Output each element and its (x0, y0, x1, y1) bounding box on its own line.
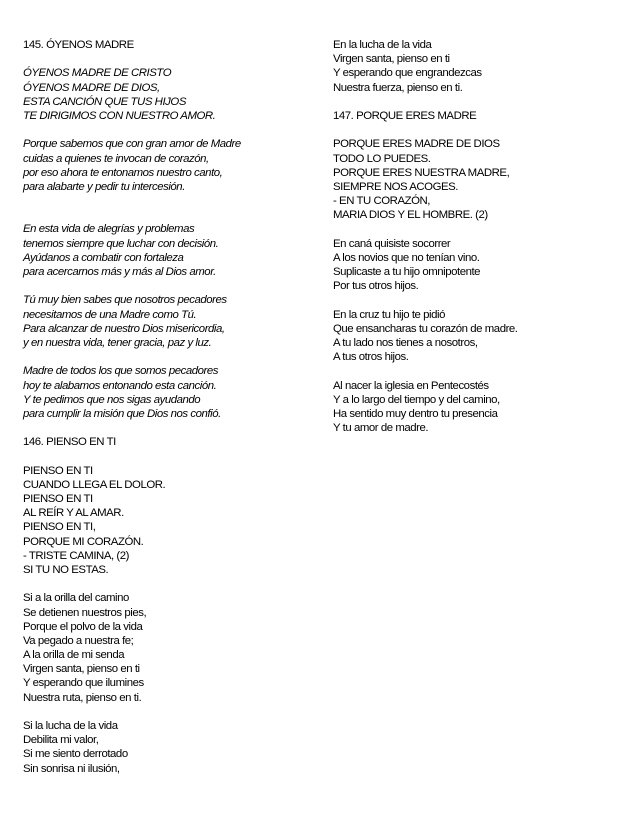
refrain-line: PORQUE MI CORAZÓN. (23, 535, 144, 548)
song-title-145: 145. ÓYENOS MADRE (23, 39, 134, 51)
verse-line: Se detienen nuestros pies, (23, 606, 147, 619)
refrain-line: MARIA DIOS Y EL HOMBRE. (2) (333, 209, 488, 222)
refrain-line: AL REÍR Y AL AMAR. (23, 507, 124, 520)
verse-line: para alabarte y pedir tu intercesión. (23, 180, 185, 193)
verse-line: Suplicaste a tu hijo omnipotente (333, 266, 481, 278)
verse-line: Debilita mi valor, (23, 734, 99, 747)
verse-line: Y te pedimos que nos sigas ayudando (23, 393, 201, 406)
refrain-line: PORQUE ERES MADRE DE DIOS (333, 138, 500, 151)
refrain-line: SI TU NO ESTAS. (23, 563, 109, 576)
song-title-147: 147. PORQUE ERES MADRE (333, 109, 477, 122)
refrain-line: SIEMPRE NOS ACOGES. (333, 180, 459, 193)
verse-line: tenemos siempre que luchar con decisión. (23, 237, 219, 250)
verse-line: Porque el polvo de la vida (23, 620, 143, 633)
verse-line: Y tu amor de madre. (333, 422, 429, 435)
verse-line: para cumplir la misión que Dios nos confió. (23, 407, 221, 420)
verse-line: A la orilla de mi senda (23, 649, 125, 662)
verse-line: Va pegado a nuestra fe; (23, 634, 134, 647)
refrain-line: PORQUE ERES NUESTRA MADRE, (333, 166, 510, 179)
refrain-line: CUANDO LLEGA EL DOLOR. (23, 478, 166, 491)
verse-line: En la lucha de la vida (333, 39, 432, 51)
verse-line: Y esperando que ilumines (23, 677, 144, 690)
verse-line: Virgen santa, pienso en ti (23, 663, 140, 676)
verse-line: para acercarnos más y más al Dios amor. (23, 266, 216, 279)
refrain-line: - TRISTE CAMINA, (2) (23, 549, 129, 562)
verse-line: Si me siento derrotado (23, 748, 128, 761)
right-column (333, 38, 623, 435)
verse-line: Por tus otros hijos. (333, 280, 419, 293)
refrain-line: TODO LO PUEDES. (333, 152, 431, 165)
refrain-line: PIENSO EN TI (23, 464, 93, 477)
refrain-line: PIENSO EN TI, (23, 521, 96, 534)
verse-line: A los novios que no tenían vino. (333, 251, 480, 264)
refrain-line: ÓYENOS MADRE DE CRISTO (23, 67, 172, 80)
verse-line: Nuestra fuerza, pienso en ti. (333, 81, 463, 94)
verse-line: Ayúdanos a combatir con fortaleza (23, 251, 184, 264)
verse-line: A tu lado nos tienes a nosotros, (333, 336, 478, 349)
verse-line: A tus otros hijos. (333, 351, 409, 364)
song-title-146: 146. PIENSO EN TI (23, 436, 116, 449)
verse-line: por eso ahora te entonamos nuestro canto, (23, 166, 223, 179)
refrain-line: - EN TU CORAZÓN, (333, 195, 431, 208)
verse-line: Sin sonrisa ni ilusión, (23, 762, 120, 775)
verse-line: Virgen santa, pienso en ti (333, 53, 450, 66)
verse-line: Ha sentido muy dentro tu presencia (333, 407, 498, 420)
verse-line: Si la lucha de la vida (23, 720, 118, 733)
verse-line: En caná quisiste socorrer (333, 237, 451, 250)
refrain-line: TE DIRIGIMOS CON NUESTRO AMOR. (23, 109, 216, 122)
verse-line: Y esperando que engrandezcas (333, 67, 482, 80)
verse-line: Para alcanzar de nuestro Dios misericordia, (23, 322, 225, 335)
left-column (23, 38, 313, 776)
verse-line: necesitamos de una Madre como Tú. (23, 308, 197, 321)
verse-line: hoy te alabamos entonando esta canción. (23, 379, 217, 392)
verse-line: Nuestra ruta, pienso en ti. (23, 691, 142, 704)
verse-line: Y a lo largo del tiempo y del camino, (333, 393, 500, 406)
refrain-line: ÓYENOS MADRE DE DIOS, (23, 81, 160, 94)
verse-line: y en nuestra vida, tener gracia, paz y luz. (23, 336, 212, 349)
refrain-line: ESTA CANCIÓN QUE TUS HIJOS (23, 95, 186, 108)
verse-line: En la cruz tu hijo te pidió (333, 308, 445, 321)
verse-line: En esta vida de alegrías y problemas (23, 223, 195, 236)
verse-line: Tú muy bien sabes que nosotros pecadores (23, 294, 227, 307)
verse-line: Madre de todos los que somos pecadores (23, 365, 219, 378)
verse-line: Al nacer la iglesia en Pentecostés (333, 379, 489, 392)
verse-line: Porque sabemos que con gran amor de Madre (23, 138, 241, 151)
verse-line: Que ensancharas tu corazón de madre. (333, 322, 518, 335)
verse-line: Si a la orilla del camino (23, 592, 129, 605)
verse-line: cuidas a quienes te invocan de corazón, (23, 152, 209, 165)
refrain-line: PIENSO EN TI (23, 493, 93, 506)
